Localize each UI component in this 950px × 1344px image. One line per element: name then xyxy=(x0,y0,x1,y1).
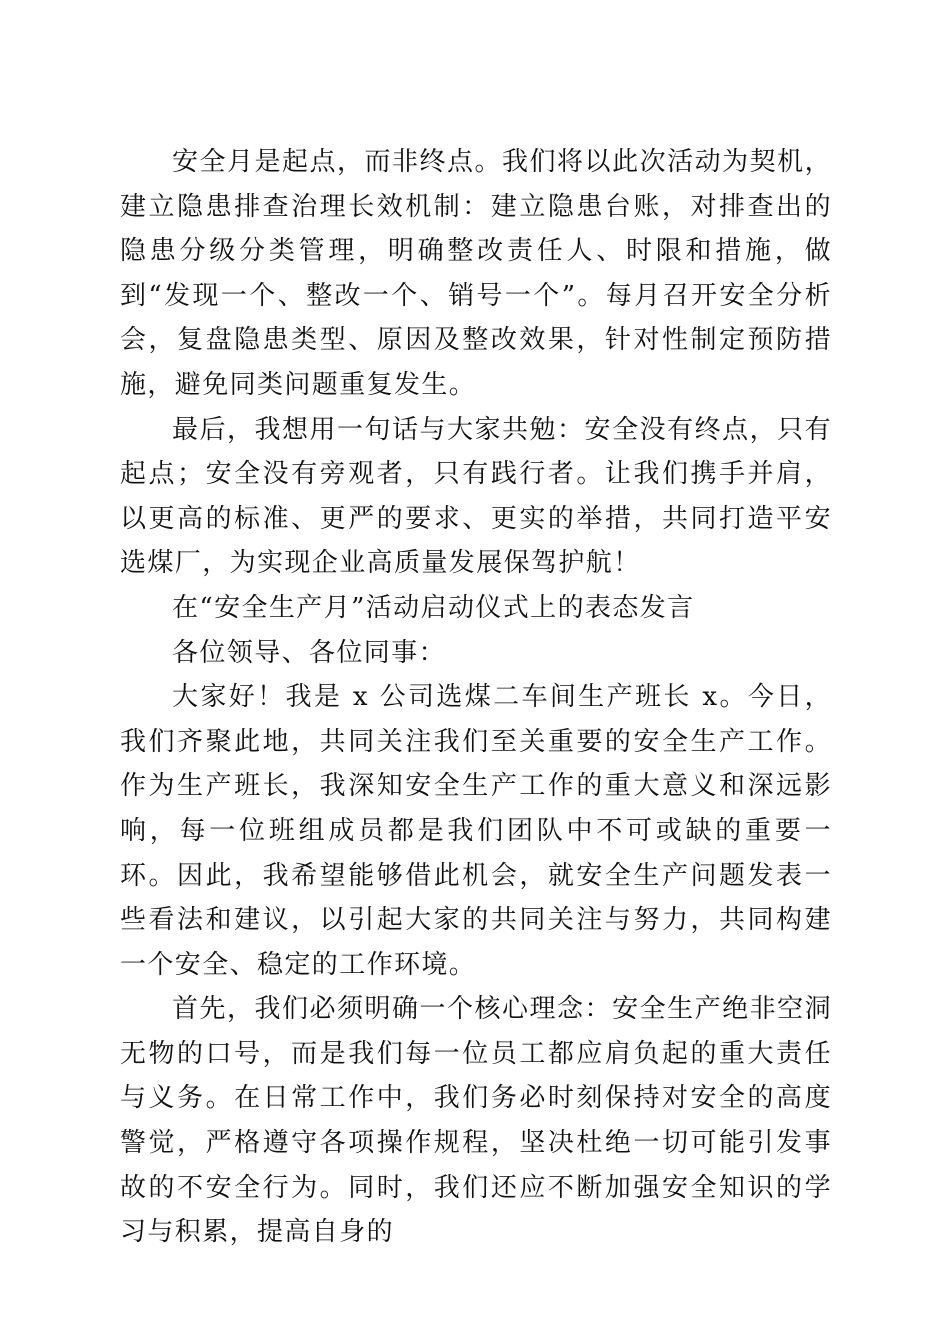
paragraph-core-concept: 首先，我们必须明确一个核心理念：安全生产绝非空洞无物的口号，而是我们每一位员工都应肩负起的重大责任与义务。在日常工作中，我们务必时刻保持对安全的高度警觉，严格遵守各项操作规程，坚决杜绝一切可能引发事故的不安全行为。同时，我们还应不断加强安全知识的学习与积累，提高自身的 xyxy=(120,994,832,1248)
paragraph-closing-remarks: 最后，我想用一句话与大家共勉：安全没有终点，只有起点；安全没有旁观者，只有践行者。让我们携手并肩，以更高的标准、更严的要求、更实的举措，共同打造平安选煤厂，为实现企业高质量发展保驾护航！ xyxy=(120,414,832,579)
document-body xyxy=(120,140,832,1255)
paragraph-introduction: 大家好！我是 x 公司选煤二车间生产班长 x。今日，我们齐聚此地，共同关注我们至关重要的安全生产工作。作为生产班长，我深知安全生产工作的重大意义和深远影响，每一位班组成员都是我们团队中不可或缺的重要一环。因此，我希望能够借此机会，就安全生产问题发表一些看法和建议，以引起大家的共同关注与努力，共同构建一个安全、稳定的工作环境。 xyxy=(120,682,832,980)
paragraph-safety-month-mechanism: 安全月是起点，而非终点。我们将以此次活动为契机，建立隐患排查治理长效机制：建立隐患台账，对排查出的隐患分级分类管理，明确整改责任人、时限和措施，做到“发现一个、整改一个、销号一个”。每月召开安全分析会，复盘隐患类型、原因及整改效果，针对性制定预防措施，避免同类问题重复发生。 xyxy=(120,147,832,400)
speech-title: 在“安全生产月”活动启动仪式上的表态发言 xyxy=(172,592,695,623)
speech-salutation: 各位领导、各位同事： xyxy=(172,637,447,668)
